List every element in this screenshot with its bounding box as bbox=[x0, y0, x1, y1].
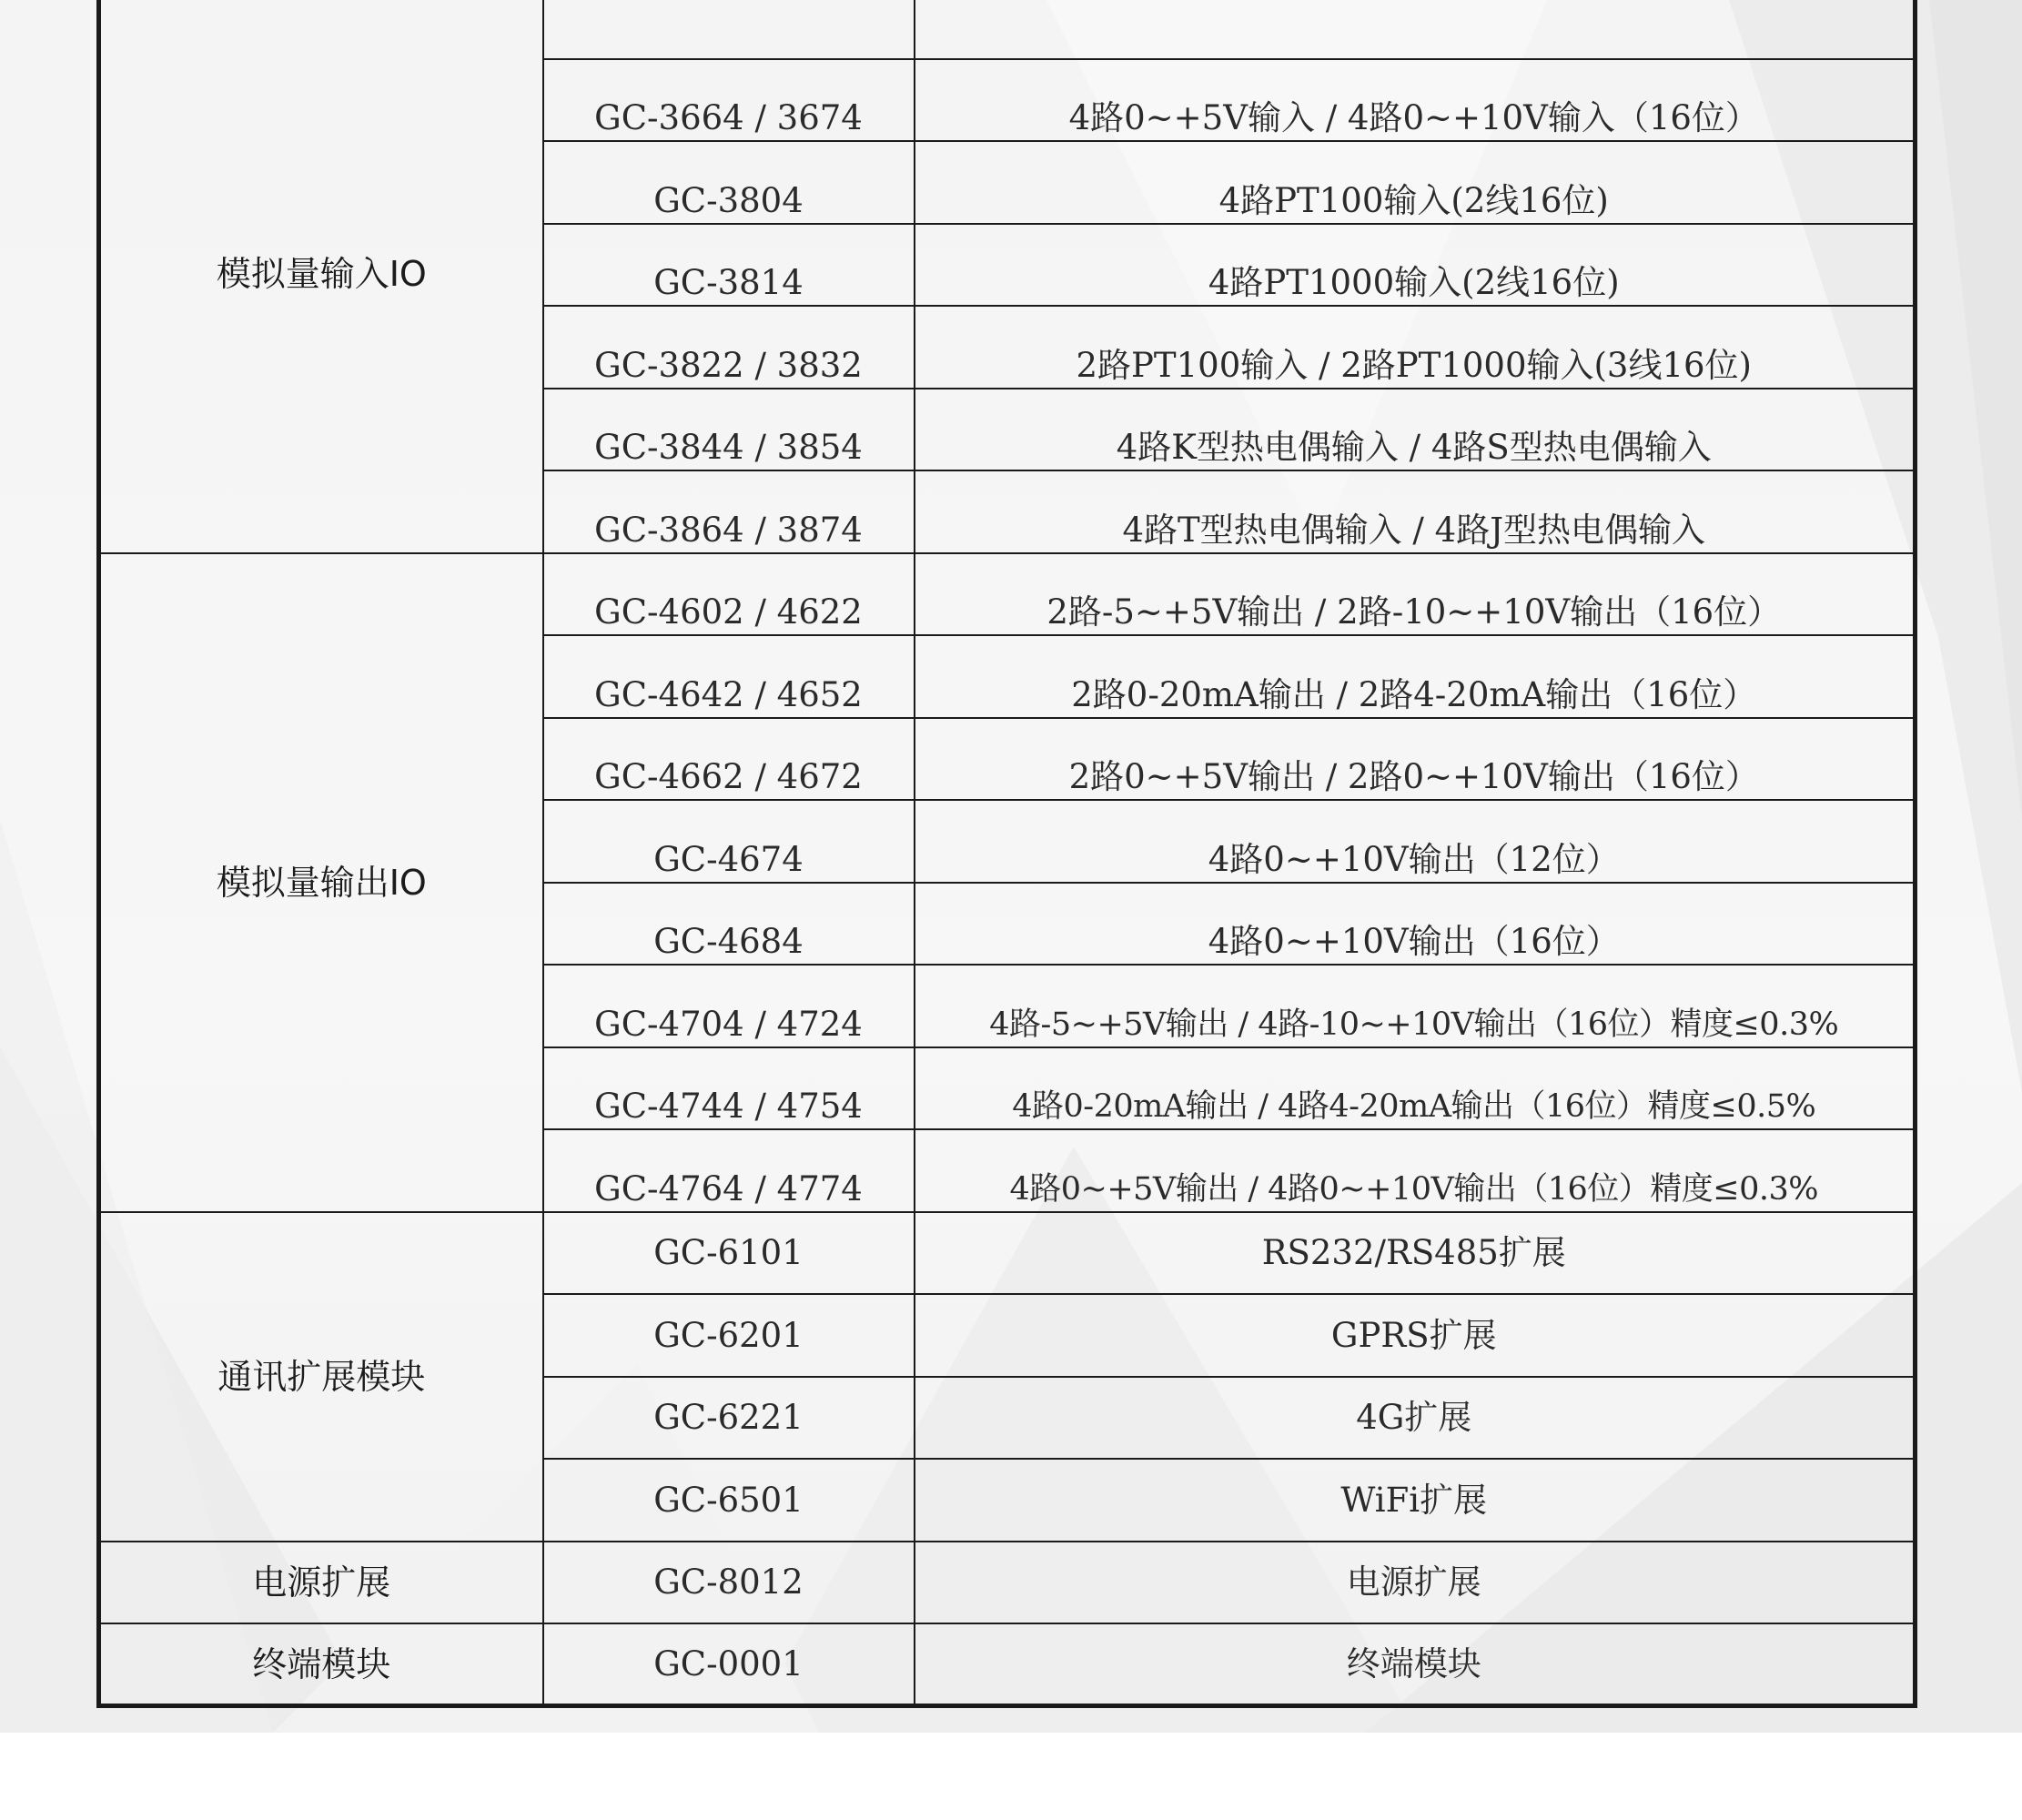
model-cell: GC-6201 bbox=[543, 1294, 915, 1377]
model-cell: GC-4744 / 4754 bbox=[543, 1047, 915, 1130]
model-cell: GC-3664 / 3674 bbox=[543, 59, 915, 142]
category-cell: 模拟量输入IO bbox=[99, 0, 543, 553]
model-cell: GC-4674 bbox=[543, 800, 915, 883]
description-cell: 4路PT1000输入(2线16位) bbox=[915, 224, 1916, 307]
product-spec-table bbox=[96, 0, 1917, 1708]
description-cell: 2路0-20mA输出 / 2路4-20mA输出（16位） bbox=[915, 635, 1916, 718]
description-cell: 2路-5~+5V输出 / 2路-10~+10V输出（16位） bbox=[915, 553, 1916, 636]
model-cell: GC-3864 / 3874 bbox=[543, 470, 915, 553]
description-cell: 4路0~+10V输出（16位） bbox=[915, 883, 1916, 966]
description-cell: 电源扩展 bbox=[915, 1542, 1916, 1624]
description-cell bbox=[915, 0, 1916, 59]
model-cell: GC-8012 bbox=[543, 1542, 915, 1624]
description-cell: 4路0~+5V输入 / 4路0~+10V输入（16位） bbox=[915, 59, 1916, 142]
model-cell: GC-3844 / 3854 bbox=[543, 389, 915, 471]
model-cell: GC-4642 / 4652 bbox=[543, 635, 915, 718]
category-cell: 通讯扩展模块 bbox=[99, 1212, 543, 1542]
model-cell: GC-6221 bbox=[543, 1377, 915, 1460]
description-cell: 4路0~+5V输出 / 4路0~+10V输出（16位）精度≤0.3% bbox=[915, 1129, 1916, 1212]
description-cell: 终端模块 bbox=[915, 1623, 1916, 1706]
model-cell bbox=[543, 0, 915, 59]
table-row bbox=[99, 0, 1916, 59]
description-cell: GPRS扩展 bbox=[915, 1294, 1916, 1377]
model-cell: GC-3804 bbox=[543, 141, 915, 224]
description-cell: WiFi扩展 bbox=[915, 1459, 1916, 1542]
description-cell: 4路-5~+5V输出 / 4路-10~+10V输出（16位）精度≤0.3% bbox=[915, 965, 1916, 1047]
table-row bbox=[99, 1542, 1916, 1624]
category-cell: 电源扩展 bbox=[99, 1542, 543, 1624]
description-cell: 4路K型热电偶输入 / 4路S型热电偶输入 bbox=[915, 389, 1916, 471]
model-cell: GC-6501 bbox=[543, 1459, 915, 1542]
description-cell: 4路0-20mA输出 / 4路4-20mA输出（16位）精度≤0.5% bbox=[915, 1047, 1916, 1130]
description-cell: 4路0~+10V输出（12位） bbox=[915, 800, 1916, 883]
category-cell: 模拟量输出IO bbox=[99, 553, 543, 1212]
description-cell: 4路T型热电偶输入 / 4路J型热电偶输入 bbox=[915, 470, 1916, 553]
model-cell: GC-4704 / 4724 bbox=[543, 965, 915, 1047]
table-row bbox=[99, 553, 1916, 636]
category-cell: 终端模块 bbox=[99, 1623, 543, 1706]
table-row bbox=[99, 1623, 1916, 1706]
model-cell: GC-3814 bbox=[543, 224, 915, 307]
description-cell: 2路0~+5V输出 / 2路0~+10V输出（16位） bbox=[915, 718, 1916, 801]
description-cell: 2路PT100输入 / 2路PT1000输入(3线16位) bbox=[915, 306, 1916, 389]
model-cell: GC-4662 / 4672 bbox=[543, 718, 915, 801]
model-cell: GC-4602 / 4622 bbox=[543, 553, 915, 636]
description-cell: 4路PT100输入(2线16位) bbox=[915, 141, 1916, 224]
description-cell: RS232/RS485扩展 bbox=[915, 1212, 1916, 1295]
model-cell: GC-3822 / 3832 bbox=[543, 306, 915, 389]
model-cell: GC-0001 bbox=[543, 1623, 915, 1706]
table-row bbox=[99, 1212, 1916, 1295]
model-cell: GC-6101 bbox=[543, 1212, 915, 1295]
model-cell: GC-4684 bbox=[543, 883, 915, 966]
model-cell: GC-4764 / 4774 bbox=[543, 1129, 915, 1212]
description-cell: 4G扩展 bbox=[915, 1377, 1916, 1460]
